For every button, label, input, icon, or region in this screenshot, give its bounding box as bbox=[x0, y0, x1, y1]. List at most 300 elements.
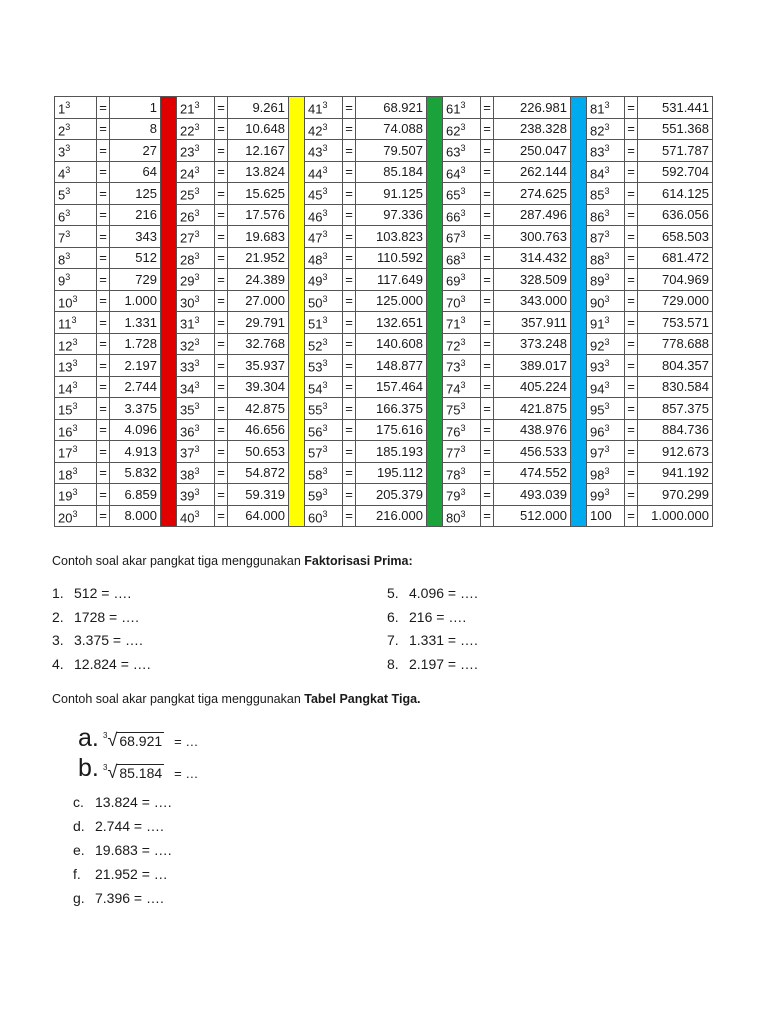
table-cell-base: $67^3$ bbox=[443, 226, 481, 248]
table-cell-base: $24^3$ bbox=[177, 161, 215, 183]
question-number: 5. bbox=[387, 585, 399, 601]
exponent: 3 bbox=[322, 272, 328, 283]
table-cell-base: $64^3$ bbox=[443, 161, 481, 183]
color-separator bbox=[289, 441, 305, 463]
table-cell-base: $38^3$ bbox=[177, 462, 215, 484]
table-cell-equals: = bbox=[625, 269, 638, 291]
table-cell-base: $39^3$ bbox=[177, 484, 215, 506]
section-title-table: Contoh soal akar pangkat tiga menggunakan Tabel Pangkat Tiga. bbox=[52, 692, 421, 706]
table-cell-equals: = bbox=[625, 183, 638, 205]
table-cell-value: 9.261 bbox=[228, 97, 289, 119]
table-cell-base: $18^3$ bbox=[55, 462, 97, 484]
table-cell-base: $96^3$ bbox=[587, 419, 625, 441]
color-separator bbox=[427, 312, 443, 334]
question-text: 13.824 = …. bbox=[95, 794, 172, 810]
exponent: 3 bbox=[194, 100, 200, 111]
table-cell-base: $12^3$ bbox=[55, 333, 97, 355]
table-cell-base: $62^3$ bbox=[443, 118, 481, 140]
table-row bbox=[55, 462, 713, 484]
color-separator bbox=[571, 290, 587, 312]
table-cell-base: $29^3$ bbox=[177, 269, 215, 291]
table-cell-value: 148.877 bbox=[356, 355, 427, 377]
table-cell-value: 13.824 bbox=[228, 161, 289, 183]
table-cell-base: $26^3$ bbox=[177, 204, 215, 226]
table-cell-equals: = bbox=[343, 419, 356, 441]
table-cell-value: 12.167 bbox=[228, 140, 289, 162]
table-cell-base: $55^3$ bbox=[305, 398, 343, 420]
table-cell-base: $34^3$ bbox=[177, 376, 215, 398]
color-separator bbox=[571, 204, 587, 226]
table-row bbox=[55, 140, 713, 162]
table-cell-equals: = bbox=[215, 419, 228, 441]
table-cell-value: 15.625 bbox=[228, 183, 289, 205]
exponent: 3 bbox=[72, 444, 78, 455]
table-cell-value: 64.000 bbox=[228, 505, 289, 527]
table-cell-value: 658.503 bbox=[638, 226, 713, 248]
table-cell-equals: = bbox=[215, 226, 228, 248]
color-separator bbox=[289, 161, 305, 183]
table-cell-value: 778.688 bbox=[638, 333, 713, 355]
table-cell-base: $68^3$ bbox=[443, 247, 481, 269]
table-cell-value: 216.000 bbox=[356, 505, 427, 527]
table-cell-value: 79.507 bbox=[356, 140, 427, 162]
question-text: 2.197 = …. bbox=[409, 655, 478, 672]
color-separator bbox=[161, 398, 177, 420]
exponent: 3 bbox=[460, 358, 466, 369]
table-cell-base: $95^3$ bbox=[587, 398, 625, 420]
table-cell-value: 2.197 bbox=[110, 355, 161, 377]
color-separator bbox=[161, 441, 177, 463]
color-separator bbox=[427, 118, 443, 140]
table-cell-base: $58^3$ bbox=[305, 462, 343, 484]
table-row bbox=[55, 355, 713, 377]
color-separator bbox=[571, 140, 587, 162]
color-separator bbox=[427, 333, 443, 355]
table-cell-base: $44^3$ bbox=[305, 161, 343, 183]
color-separator bbox=[427, 484, 443, 506]
table-cell-equals: = bbox=[343, 505, 356, 527]
exponent: 3 bbox=[460, 100, 466, 111]
table-cell-base: $51^3$ bbox=[305, 312, 343, 334]
question-number: 1. bbox=[52, 585, 64, 601]
table-cell-equals: = bbox=[97, 398, 110, 420]
color-separator bbox=[571, 419, 587, 441]
table-cell-base: $14^3$ bbox=[55, 376, 97, 398]
table-cell-equals: = bbox=[97, 226, 110, 248]
exponent: 3 bbox=[460, 272, 466, 283]
table-cell-equals: = bbox=[215, 183, 228, 205]
table-row bbox=[55, 290, 713, 312]
table-cell-base: $66^3$ bbox=[443, 204, 481, 226]
table-cell-value: 531.441 bbox=[638, 97, 713, 119]
table-cell-base: $53^3$ bbox=[305, 355, 343, 377]
table-cell-equals: = bbox=[215, 376, 228, 398]
exponent: 3 bbox=[72, 487, 78, 498]
table-cell-value: 91.125 bbox=[356, 183, 427, 205]
table-cell-equals: = bbox=[625, 290, 638, 312]
table-cell-equals: = bbox=[481, 247, 494, 269]
table-cell-equals: = bbox=[215, 505, 228, 527]
table-cell-equals: = bbox=[97, 161, 110, 183]
table-cell-value: 300.763 bbox=[494, 226, 571, 248]
exponent: 3 bbox=[604, 465, 610, 476]
color-separator bbox=[161, 505, 177, 527]
table-cell-value: 636.056 bbox=[638, 204, 713, 226]
table-cell-equals: = bbox=[625, 505, 638, 527]
exponent: 3 bbox=[65, 207, 71, 218]
color-separator bbox=[161, 355, 177, 377]
exponent: 3 bbox=[460, 422, 466, 433]
table-cell-value: 512.000 bbox=[494, 505, 571, 527]
exponent: 3 bbox=[194, 229, 200, 240]
table-cell-value: 216 bbox=[110, 204, 161, 226]
table-cell-value: 5.832 bbox=[110, 462, 161, 484]
table-cell-equals: = bbox=[481, 462, 494, 484]
table-cell-base: $41^3$ bbox=[305, 97, 343, 119]
table-cell-value: 1.000 bbox=[110, 290, 161, 312]
table-cell-value: 157.464 bbox=[356, 376, 427, 398]
color-separator bbox=[289, 355, 305, 377]
exponent: 3 bbox=[194, 143, 200, 154]
table-cell-value: 592.704 bbox=[638, 161, 713, 183]
table-cell-equals: = bbox=[97, 247, 110, 269]
question-text: 2.744 = …. bbox=[95, 818, 164, 834]
table-cell-value: 4.096 bbox=[110, 419, 161, 441]
color-separator bbox=[571, 484, 587, 506]
table-cell-value: 125.000 bbox=[356, 290, 427, 312]
table-cell-equals: = bbox=[625, 441, 638, 463]
table-cell-value: 21.952 bbox=[228, 247, 289, 269]
table-row bbox=[55, 183, 713, 205]
table-cell-equals: = bbox=[625, 312, 638, 334]
exponent: 3 bbox=[604, 100, 610, 111]
table-cell-equals: = bbox=[215, 204, 228, 226]
table-cell-equals: = bbox=[215, 269, 228, 291]
question-text: 21.952 = … bbox=[95, 866, 168, 882]
radical-a: $^3$√ 68.921 = … bbox=[103, 730, 199, 750]
table-cell-value: 50.653 bbox=[228, 441, 289, 463]
table-cell-equals: = bbox=[481, 398, 494, 420]
question-number: e. bbox=[73, 842, 85, 858]
color-separator bbox=[161, 462, 177, 484]
color-separator bbox=[571, 505, 587, 527]
table-cell-equals: = bbox=[97, 183, 110, 205]
question-item bbox=[387, 585, 478, 601]
table-row bbox=[55, 376, 713, 398]
table-row bbox=[55, 247, 713, 269]
table-cell-base: $84^3$ bbox=[587, 161, 625, 183]
cube-table bbox=[54, 96, 713, 527]
color-separator bbox=[289, 118, 305, 140]
table-cell-equals: = bbox=[481, 376, 494, 398]
table-cell-base: $70^3$ bbox=[443, 290, 481, 312]
table-cell-value: 27 bbox=[110, 140, 161, 162]
color-separator bbox=[161, 140, 177, 162]
color-separator bbox=[289, 226, 305, 248]
exponent: 3 bbox=[65, 164, 71, 175]
table-cell-value: 571.787 bbox=[638, 140, 713, 162]
color-separator bbox=[289, 183, 305, 205]
table-cell-equals: = bbox=[97, 97, 110, 119]
color-separator bbox=[161, 204, 177, 226]
table-cell-base: $87^3$ bbox=[587, 226, 625, 248]
table-cell-equals: = bbox=[625, 247, 638, 269]
table-cell-value: 175.616 bbox=[356, 419, 427, 441]
table-cell-base: $9^3$ bbox=[55, 269, 97, 291]
question-item bbox=[387, 632, 478, 648]
color-separator bbox=[289, 333, 305, 355]
color-separator bbox=[427, 290, 443, 312]
table-cell-equals: = bbox=[343, 355, 356, 377]
table-cell-value: 941.192 bbox=[638, 462, 713, 484]
table-cell-value: 132.651 bbox=[356, 312, 427, 334]
table-cell-equals: = bbox=[625, 419, 638, 441]
exponent: 3 bbox=[194, 164, 200, 175]
table-cell-equals: = bbox=[215, 312, 228, 334]
color-separator bbox=[427, 398, 443, 420]
exponent: 3 bbox=[194, 336, 200, 347]
table-cell-value: 343.000 bbox=[494, 290, 571, 312]
color-separator bbox=[571, 441, 587, 463]
table-cell-base: $59^3$ bbox=[305, 484, 343, 506]
table-cell-base: $56^3$ bbox=[305, 419, 343, 441]
table-cell-base: $37^3$ bbox=[177, 441, 215, 463]
table-cell-base: $22^3$ bbox=[177, 118, 215, 140]
exponent: 3 bbox=[322, 444, 328, 455]
exponent: 3 bbox=[65, 143, 71, 154]
table-cell-value: 389.017 bbox=[494, 355, 571, 377]
table-cell-value: 551.368 bbox=[638, 118, 713, 140]
exponent: 3 bbox=[194, 315, 200, 326]
color-separator bbox=[571, 183, 587, 205]
section-title-factorization: Contoh soal akar pangkat tiga menggunakan Faktorisasi Prima: bbox=[52, 554, 413, 568]
exponent: 3 bbox=[460, 444, 466, 455]
exponent: 3 bbox=[322, 143, 328, 154]
cube-root-icon: √ bbox=[107, 762, 118, 782]
radical-b: $^3$√ 85.184 = … bbox=[103, 762, 199, 782]
question-number: 2. bbox=[52, 608, 64, 625]
table-cell-value: 205.379 bbox=[356, 484, 427, 506]
table-cell-equals: = bbox=[97, 419, 110, 441]
color-separator bbox=[161, 97, 177, 119]
exponent: 3 bbox=[194, 465, 200, 476]
table-cell-value: 46.656 bbox=[228, 419, 289, 441]
table-cell-value: 753.571 bbox=[638, 312, 713, 334]
table-cell-value: 614.125 bbox=[638, 183, 713, 205]
table-cell-value: 226.981 bbox=[494, 97, 571, 119]
color-separator bbox=[427, 441, 443, 463]
table-cell-equals: = bbox=[215, 247, 228, 269]
table-cell-value: 474.552 bbox=[494, 462, 571, 484]
table-cell-equals: = bbox=[625, 226, 638, 248]
table-cell-equals: = bbox=[481, 355, 494, 377]
table-cell-base: $33^3$ bbox=[177, 355, 215, 377]
table-cell-equals: = bbox=[215, 398, 228, 420]
exponent: 3 bbox=[460, 508, 466, 519]
table-cell-value: 373.248 bbox=[494, 333, 571, 355]
color-separator bbox=[571, 398, 587, 420]
question-item bbox=[73, 818, 164, 834]
table-cell-base: $6^3$ bbox=[55, 204, 97, 226]
color-separator bbox=[427, 140, 443, 162]
color-separator bbox=[571, 97, 587, 119]
color-separator bbox=[571, 462, 587, 484]
table-cell-base: $45^3$ bbox=[305, 183, 343, 205]
exponent: 3 bbox=[604, 186, 610, 197]
exponent: 3 bbox=[604, 487, 610, 498]
table-cell-value: 1 bbox=[110, 97, 161, 119]
exponent: 3 bbox=[322, 250, 328, 261]
table-cell-base: $74^3$ bbox=[443, 376, 481, 398]
table-cell-base: $81^3$ bbox=[587, 97, 625, 119]
exponent: 3 bbox=[604, 164, 610, 175]
exponent: 3 bbox=[194, 207, 200, 218]
exponent: 3 bbox=[322, 465, 328, 476]
table-row bbox=[55, 333, 713, 355]
table-cell-base: $75^3$ bbox=[443, 398, 481, 420]
table-cell-base: $1^3$ bbox=[55, 97, 97, 119]
color-separator bbox=[289, 269, 305, 291]
exponent: 3 bbox=[194, 121, 200, 132]
table-cell-value: 343 bbox=[110, 226, 161, 248]
table-cell-equals: = bbox=[97, 355, 110, 377]
table-cell-base: $13^3$ bbox=[55, 355, 97, 377]
exponent: 3 bbox=[322, 315, 328, 326]
table-cell-base: $20^3$ bbox=[55, 505, 97, 527]
table-cell-base: $10^3$ bbox=[55, 290, 97, 312]
table-row bbox=[55, 97, 713, 119]
exponent: 3 bbox=[460, 336, 466, 347]
exponent: 3 bbox=[72, 422, 78, 433]
exponent: 3 bbox=[322, 358, 328, 369]
exponent: 3 bbox=[460, 465, 466, 476]
color-separator bbox=[161, 247, 177, 269]
table-cell-value: 27.000 bbox=[228, 290, 289, 312]
table-cell-base: $89^3$ bbox=[587, 269, 625, 291]
table-cell-equals: = bbox=[625, 376, 638, 398]
table-cell-equals: = bbox=[97, 140, 110, 162]
table-cell-base: $99^3$ bbox=[587, 484, 625, 506]
table-cell-base: $25^3$ bbox=[177, 183, 215, 205]
table-cell-base: $17^3$ bbox=[55, 441, 97, 463]
table-cell-equals: = bbox=[97, 484, 110, 506]
color-separator bbox=[427, 462, 443, 484]
table-cell-base: $35^3$ bbox=[177, 398, 215, 420]
table-cell-equals: = bbox=[481, 441, 494, 463]
table-cell-equals: = bbox=[343, 161, 356, 183]
exponent: 3 bbox=[65, 186, 71, 197]
table-cell-base: $28^3$ bbox=[177, 247, 215, 269]
question-item bbox=[73, 794, 172, 810]
table-cell-base: $72^3$ bbox=[443, 333, 481, 355]
exponent: 3 bbox=[604, 207, 610, 218]
table-cell-value: 970.299 bbox=[638, 484, 713, 506]
table-cell-base: $31^3$ bbox=[177, 312, 215, 334]
table-cell-base: $3^3$ bbox=[55, 140, 97, 162]
table-cell-equals: = bbox=[97, 118, 110, 140]
table-cell-base: $32^3$ bbox=[177, 333, 215, 355]
exponent: 3 bbox=[65, 272, 71, 283]
table-cell-value: 3.375 bbox=[110, 398, 161, 420]
color-separator bbox=[427, 183, 443, 205]
exponent: 3 bbox=[72, 293, 78, 304]
question-item bbox=[387, 609, 466, 625]
color-separator bbox=[427, 161, 443, 183]
exponent: 3 bbox=[604, 293, 610, 304]
table-cell-value: 35.937 bbox=[228, 355, 289, 377]
color-separator bbox=[427, 419, 443, 441]
table-cell-equals: = bbox=[215, 355, 228, 377]
table-cell-equals: = bbox=[343, 226, 356, 248]
table-cell-base: 100 bbox=[587, 505, 625, 527]
color-separator bbox=[289, 376, 305, 398]
color-separator bbox=[571, 226, 587, 248]
exponent: 3 bbox=[460, 229, 466, 240]
table-cell-value: 238.328 bbox=[494, 118, 571, 140]
table-cell-equals: = bbox=[625, 462, 638, 484]
table-cell-base: $19^3$ bbox=[55, 484, 97, 506]
question-number: g. bbox=[73, 890, 85, 906]
table-cell-base: $76^3$ bbox=[443, 419, 481, 441]
exponent: 3 bbox=[194, 401, 200, 412]
question-number: f. bbox=[73, 866, 81, 882]
table-cell-value: 68.921 bbox=[356, 97, 427, 119]
table-cell-value: 857.375 bbox=[638, 398, 713, 420]
table-cell-value: 59.319 bbox=[228, 484, 289, 506]
color-separator bbox=[427, 226, 443, 248]
table-cell-value: 8.000 bbox=[110, 505, 161, 527]
table-cell-base: $86^3$ bbox=[587, 204, 625, 226]
exponent: 3 bbox=[604, 422, 610, 433]
table-cell-equals: = bbox=[343, 290, 356, 312]
exponent: 3 bbox=[604, 121, 610, 132]
table-cell-value: 166.375 bbox=[356, 398, 427, 420]
table-cell-equals: = bbox=[481, 118, 494, 140]
table-row bbox=[55, 312, 713, 334]
table-row bbox=[55, 118, 713, 140]
color-separator bbox=[571, 269, 587, 291]
exponent: 3 bbox=[65, 121, 71, 132]
table-cell-value: 1.331 bbox=[110, 312, 161, 334]
table-cell-value: 29.791 bbox=[228, 312, 289, 334]
table-cell-equals: = bbox=[625, 97, 638, 119]
table-cell-value: 185.193 bbox=[356, 441, 427, 463]
exponent: 3 bbox=[322, 186, 328, 197]
exponent: 3 bbox=[604, 358, 610, 369]
table-cell-equals: = bbox=[625, 355, 638, 377]
table-cell-equals: = bbox=[625, 161, 638, 183]
exponent: 3 bbox=[460, 250, 466, 261]
table-row bbox=[55, 484, 713, 506]
table-row bbox=[55, 419, 713, 441]
exponent: 3 bbox=[322, 293, 328, 304]
table-cell-base: $7^3$ bbox=[55, 226, 97, 248]
exponent: 3 bbox=[194, 487, 200, 498]
question-item bbox=[52, 585, 131, 601]
table-cell-equals: = bbox=[215, 161, 228, 183]
exponent: 3 bbox=[604, 272, 610, 283]
exponent: 3 bbox=[65, 250, 71, 261]
table-cell-base: $50^3$ bbox=[305, 290, 343, 312]
exponent: 3 bbox=[72, 465, 78, 476]
table-cell-base: $60^3$ bbox=[305, 505, 343, 527]
radical-a-letter: a. bbox=[78, 724, 99, 752]
table-cell-equals: = bbox=[481, 505, 494, 527]
table-cell-base: $78^3$ bbox=[443, 462, 481, 484]
color-separator bbox=[289, 505, 305, 527]
exponent: 3 bbox=[460, 143, 466, 154]
color-separator bbox=[161, 312, 177, 334]
